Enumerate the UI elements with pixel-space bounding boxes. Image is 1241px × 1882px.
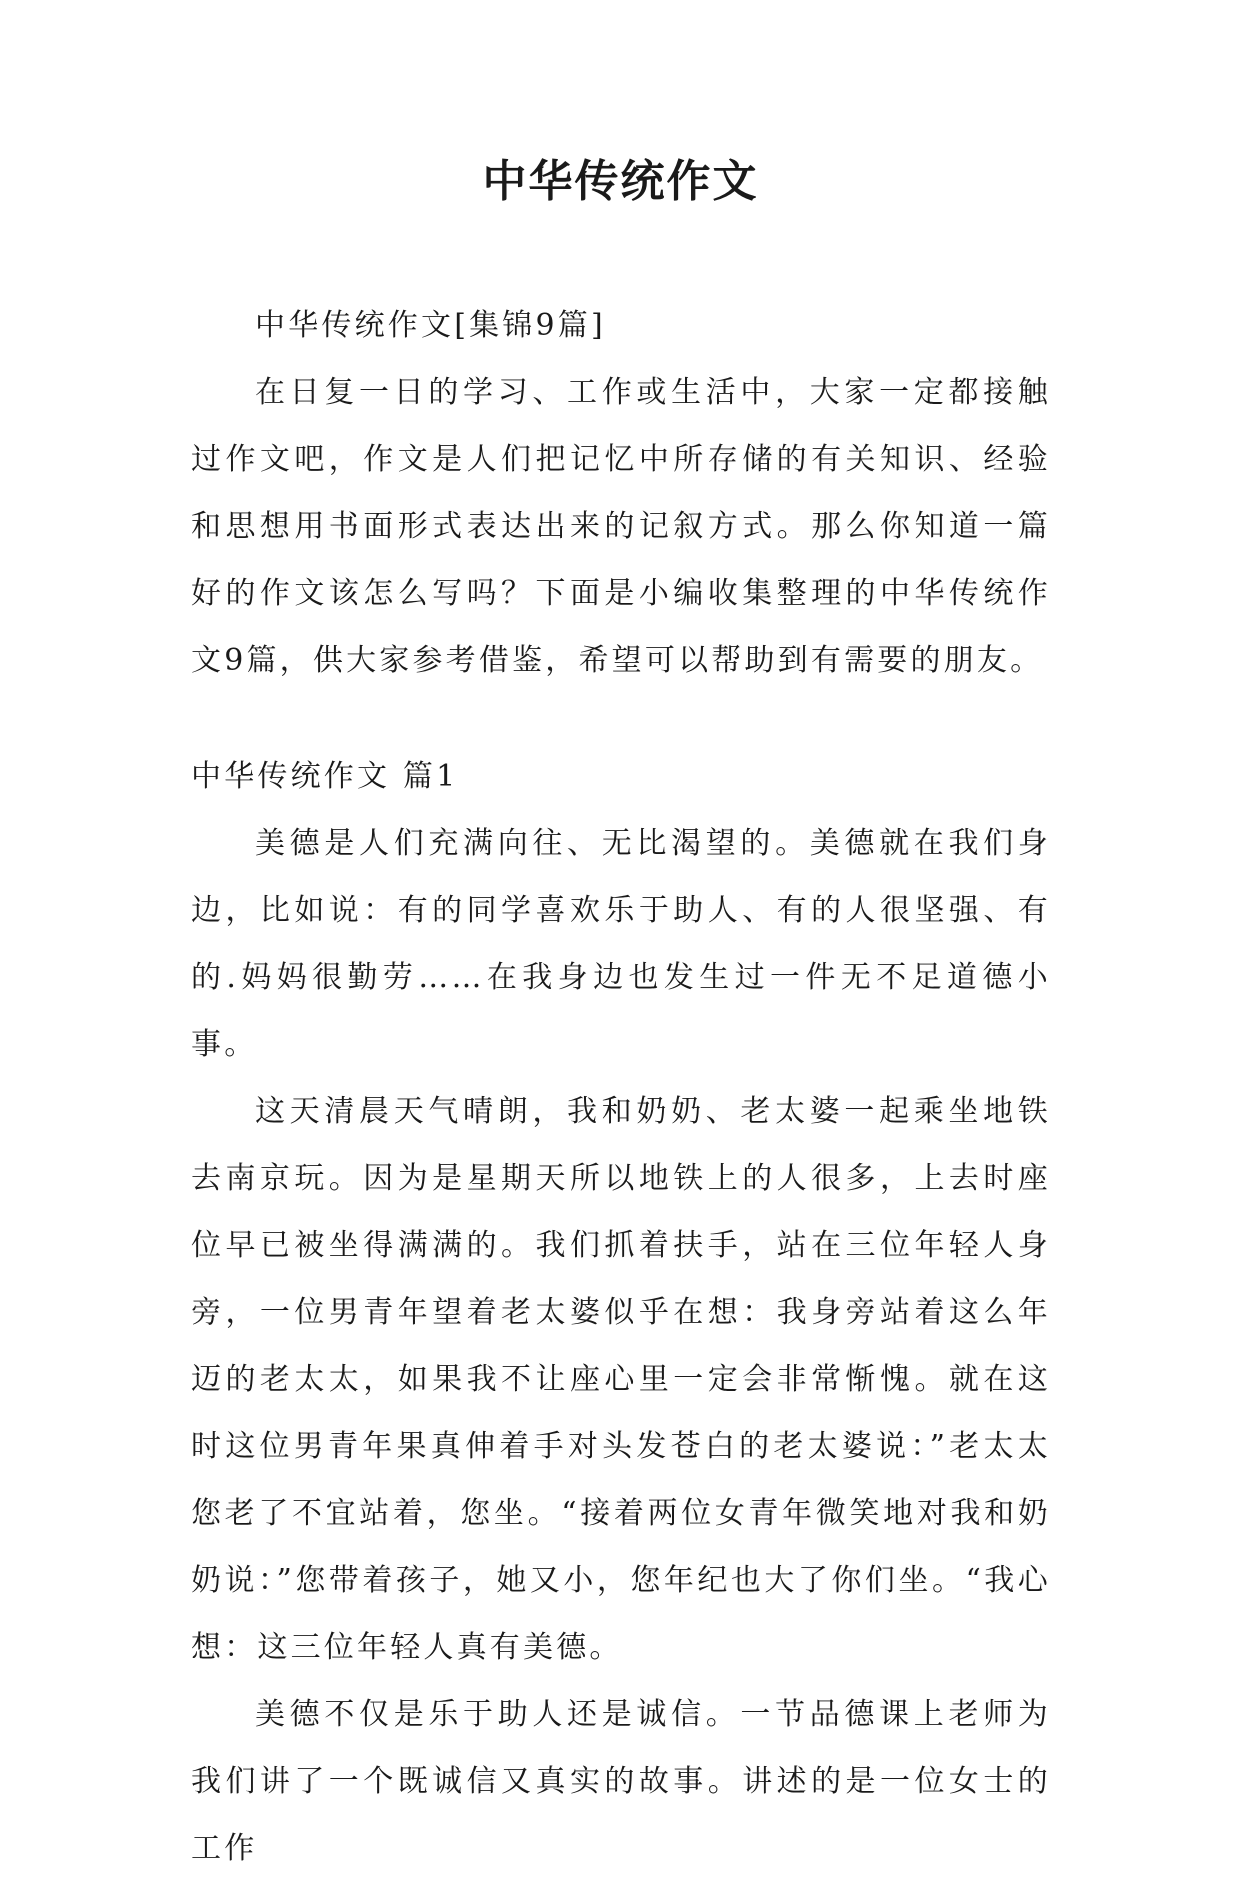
document-subtitle: 中华传统作文[集锦9篇] xyxy=(255,308,606,343)
body-paragraph-2: 这天清晨天气晴朗，我和奶奶、老太婆一起乘坐地铁去南京玩。因为是星期天所以地铁上的人很多，上去时座位早已被坐得满满的。我们抓着扶手，站在三位年轻人身旁，一位男青年望着老太婆似乎在想：我身旁站着这么年迈的老太太，如果我不让座心里一定会非常惭愧。就在这时这位男青年果真伸着手对头发苍白的老太婆说：”老太太您老了不宜站着，您坐。“接着两位女青年微笑地对我和奶奶说：”您带着孩子，她又小，您年纪也大了你们坐。“我心想：这三位年轻人真有美德。 xyxy=(191,1094,1051,1665)
document-title: 中华传统作文 xyxy=(482,156,759,207)
body-paragraph-3: 美德不仅是乐于助人还是诚信。一节品德课上老师为我们讲了一个既诚信又真实的故事。讲述的是一位女士的工作 xyxy=(191,1697,1051,1866)
document-body xyxy=(191,292,1051,1882)
intro-paragraph: 在日复一日的学习、工作或生活中，大家一定都接触过作文吧，作文是人们把记忆中所存储的有关知识、经验和思想用书面形式表达出来的记叙方式。那么你知道一篇好的作文该怎么写吗？下面是小编收集整理的中华传统作文9篇，供大家参考借鉴，希望可以帮助到有需要的朋友。 xyxy=(191,375,1051,678)
section-heading: 中华传统作文 篇1 xyxy=(191,759,459,794)
body-paragraph-1: 美德是人们充满向往、无比渴望的。美德就在我们身边，比如说：有的同学喜欢乐于助人、有的人很坚强、有的.妈妈很勤劳……在我身边也发生过一件无不足道德小事。 xyxy=(191,826,1051,1062)
